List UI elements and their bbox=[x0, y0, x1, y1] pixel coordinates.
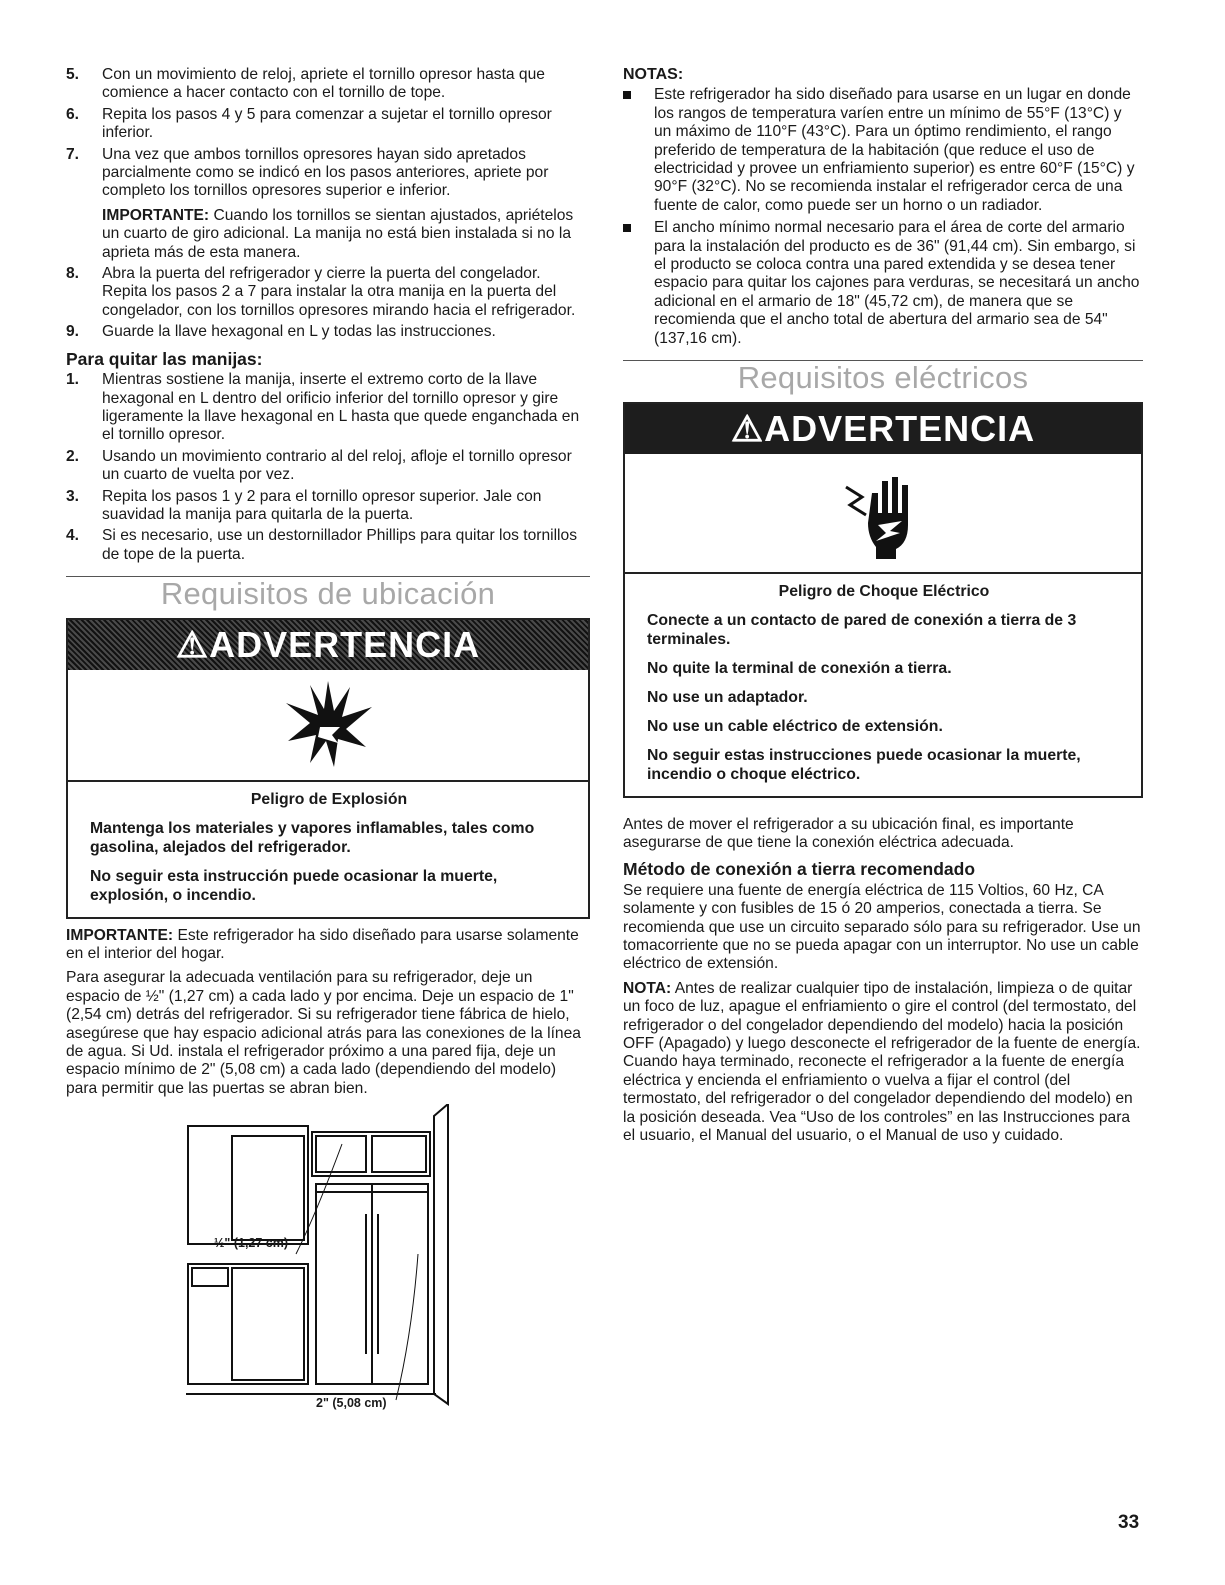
warning-line: No quite la terminal de conexión a tierra. bbox=[647, 659, 952, 677]
bullet-icon bbox=[623, 91, 631, 99]
grounding-method-heading: Método de conexión a tierra recomendado bbox=[623, 859, 976, 880]
warning-line: Mantenga los materiales y vapores inflamables, tales como gasolina, alejados del refrigerador. bbox=[90, 819, 535, 856]
install-steps-list bbox=[66, 66, 590, 342]
ventilation-paragraph: Para asegurar la adecuada ventilación para su refrigerador, deje un espacio de ½" (1,27 cm) a cada lado y por encima. Deje un espacio de 1" (2,54 cm) detrás del refrigerador. Si su refrigerador tiene fábrica de hielo, asegúrese que hay espacio adicional atrás para las conexiones de la línea de agua. Si Ud. instala el refrigerador próximo a una pared fija, deje un espacio mínimo de 2" (5,08 cm) a cada lado (dependiendo del modelo) para permitir que las puertas se abran bien. bbox=[66, 969, 581, 1097]
list-item: 2. Usando un movimiento contrario al del reloj, afloje el tornillo opresor un cuarto de vuelta por vez. bbox=[66, 447, 572, 484]
warning-body bbox=[625, 574, 1141, 796]
warning-line: No seguir estas instrucciones puede ocasionar la muerte, incendio o choque eléctrico. bbox=[647, 746, 1081, 783]
warning-line: No seguir esta instrucción puede ocasionar la muerte, explosión, o incendio. bbox=[90, 867, 498, 904]
warning-line: Conecte a un contacto de pared de conexión a tierra de 3 terminales. bbox=[647, 611, 1077, 648]
list-item: El ancho mínimo normal necesario para el área de corte del armario para la instalación del producto es de 36" (91,44 cm). Sin embargo, si el producto se coloca contra una pared extendida y se desea tener espacio para quitar los cajones para verduras, se necesitará un ancho adicional en el armario de 18" (45,72 cm), de manera que se recomienda que el ancho total de abertura del armario sea de 54" (137,16 cm). bbox=[623, 219, 1143, 348]
important-paragraph: IMPORTANTE: Este refrigerador ha sido diseñado para usarse solamente en el interior del hogar. bbox=[66, 926, 579, 962]
remove-steps-list bbox=[66, 371, 590, 564]
warning-title: Peligro de Choque Eléctrico bbox=[778, 582, 990, 600]
warning-title: Peligro de Explosión bbox=[250, 790, 408, 808]
list-item: 6. Repita los pasos 4 y 5 para comenzar a sujetar el tornillo opresor inferior. bbox=[66, 105, 552, 142]
list-item: 1. Mientras sostiene la manija, inserte el extremo corto de la llave hexagonal en L dentro del orificio inferior del tornillo opresor y gire ligeramente la llave hexagonal en L hasta que quede enganchada en el tornillo opresor. bbox=[66, 371, 580, 444]
warning-triangle-icon: ⚠ bbox=[175, 623, 210, 665]
warning-line: No use un cable eléctrico de extensión. bbox=[647, 717, 943, 735]
right-column bbox=[623, 66, 1143, 1151]
clearance-figure bbox=[186, 1104, 486, 1414]
warning-body bbox=[68, 782, 588, 917]
left-column bbox=[66, 66, 590, 1414]
notes-title: NOTAS: bbox=[623, 66, 684, 83]
intro-paragraph: Antes de mover el refrigerador a su ubicación final, es importante asegurarse de que tiene la conexión eléctrica adecuada. bbox=[623, 815, 1074, 851]
list-item: 4. Si es necesario, use un destornillador Phillips para quitar los tornillos de tope de la puerta. bbox=[66, 527, 577, 563]
note-paragraph: NOTA: Antes de realizar cualquier tipo de instalación, limpieza o de quitar un foco de luz, apague el enfriamiento o gire el control (del termostato, del refrigerador o del congelador dependiendo del modelo) hacia la posición OFF (Apagado) y luego desconecte el refrigerador de la fuente de energía. Cuando haya terminado, reconecte el refrigerador a la fuente de energía eléctrica y encienda el enfriamiento o vuelva a fijar el control (del termostato, del refrigerador o del congelador dependiendo del modelo) en la posición deseada. Vea “Uso de los controles” en las Instrucciones para el usuario, el Manual del usuario, o el Manual de uso y cuidado. bbox=[623, 979, 1141, 1144]
electric-shock-icon bbox=[625, 454, 1141, 574]
warning-triangle-icon: ⚠ bbox=[730, 407, 765, 449]
section-title-electrical: Requisitos eléctricos bbox=[737, 360, 1029, 396]
list-item: 8. Abra la puerta del refrigerador y cierre la puerta del congelador. Repita los pasos 2 a 7 para instalar la otra manija en la puerta del congelador, con los tornillos opresores mirando hacia el refrigerador. bbox=[66, 265, 576, 319]
grounding-paragraph: Se requiere una fuente de energía eléctrica de 115 Voltios, 60 Hz, CA solamente y con fusibles de 15 ó 20 amperios, conectada a tierra. Se recomienda que use un circuito separado sólo para su refrigerador. Use un tomacorriente que no se pueda apagar con un interruptor. No use un cable eléctrico de extensión. bbox=[623, 881, 1141, 973]
explosion-icon bbox=[68, 670, 588, 782]
list-item: 7. Una vez que ambos tornillos opresores hayan sido apretados parcialmente como se indicó en los pasos anteriores, apriete por completo los tornillos opresores superior e inferior. IMPORTANTE: Cuando los tornillos se sientan ajustados, apriételos un cuarto de giro adicional. La manija no está bien instalada si no la aprieta más de esta manera. bbox=[66, 146, 590, 262]
list-item: 9. Guarde la llave hexagonal en L y todas las instrucciones. bbox=[66, 323, 496, 341]
shock-warning-box bbox=[623, 402, 1143, 798]
explosion-warning-box bbox=[66, 618, 590, 919]
warning-line: No use un adaptador. bbox=[647, 688, 808, 706]
page-number: 33 bbox=[1118, 1512, 1140, 1533]
list-item: Este refrigerador ha sido diseñado para usarse en un lugar en donde los rangos de temperatura varíen entre un mínimo de 55°F (13°C) y un máximo de 110°F (43°C). Para un óptimo rendimiento, el rango preferido de temperatura de la habitación (que reduce el uso de electricidad y provee un enfriamiento superior) es entre 60°F (15°C) y 90°F (32°C). No se recomienda instalar el refrigerador cerca de una fuente de calor, como puede ser un horno o un radiador. bbox=[623, 86, 1143, 215]
important-note: IMPORTANTE: Cuando los tornillos se sientan ajustados, apriételos un cuarto de giro adicional. La manija no está bien instalada si no la aprieta más de esta manera. bbox=[102, 206, 574, 261]
section-title-location: Requisitos de ubicación bbox=[160, 576, 496, 612]
notes-list bbox=[623, 86, 1143, 348]
warning-header: ⚠ADVERTENCIA bbox=[68, 620, 588, 670]
warning-header: ⚠ADVERTENCIA bbox=[625, 404, 1141, 454]
figure-label-bottom: 2" (5,08 cm) bbox=[316, 1396, 387, 1411]
list-item: 5. Con un movimiento de reloj, apriete el tornillo opresor hasta que comience a hacer contacto con el tornillo de tope. bbox=[66, 66, 545, 102]
figure-label-top: ½" (1,27 cm) bbox=[214, 1236, 289, 1251]
bullet-icon bbox=[623, 224, 631, 232]
remove-handles-heading: Para quitar las manijas: bbox=[66, 348, 263, 369]
list-item: 3. Repita los pasos 1 y 2 para el tornillo opresor superior. Jale con suavidad la manija para quitarla de la puerta. bbox=[66, 487, 542, 523]
